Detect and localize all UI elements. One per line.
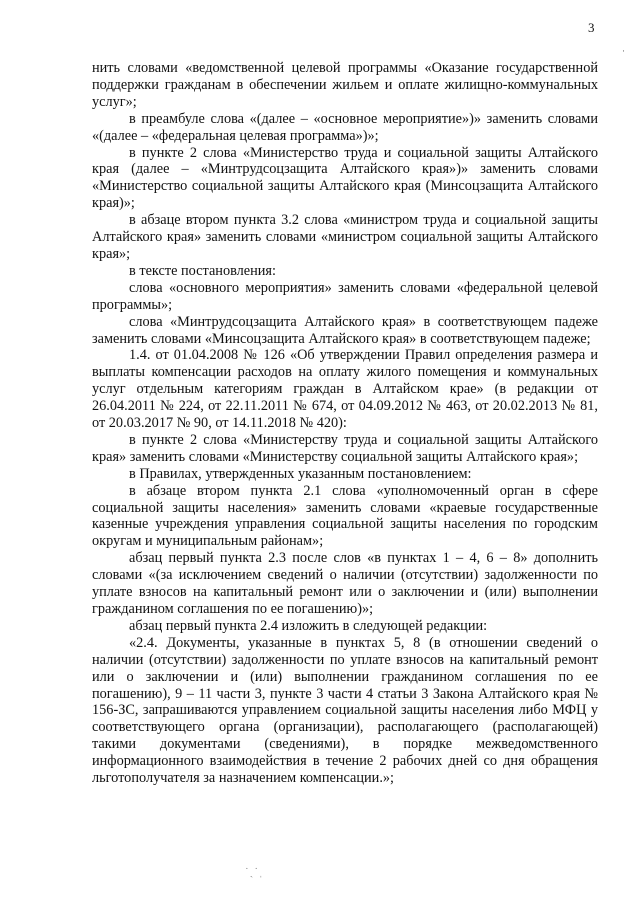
scan-artifact: ˙ˎ˙ˌ: [245, 866, 264, 878]
edge-mark: ·: [622, 46, 625, 56]
paragraph-point-3-2-change: в абзаце втором пункта 3.2 слова «министром труда и социальной защиты Алтайского края» заменить словами «министром социальной защиты Алтайского края»;: [92, 212, 598, 262]
paragraph-point-2-ministry: в пункте 2 слова «Министерству труда и социальной защиты Алтайского края» заменить словами «Министерству социальной защиты Алтайского края»;: [92, 431, 598, 465]
page-number: 3: [588, 20, 595, 35]
paragraph-text-heading: в тексте постановления:: [129, 262, 276, 279]
paragraph-rules-heading: в Правилах, утвержденных указанным постановлением:: [129, 465, 472, 482]
paragraph-point-2-4-text: «2.4. Документы, указанные в пунктах 5, 8 (в отношении сведений о наличии (отсутствии) задолженности по уплате взносов на капитальный ремонт или о заключении и (или) выполнении гражданином соглашения по ее погашению), 9 – 11 части 3, пункте 3 части 4 статьи 3 Закона Алтайского края № 156-ЗС, запрашиваются управлением социальной защиты населения либо МФЦ у соответствующего органа (организации), располагающего (располагающей) такими документами (сведениями), в порядке межведомственного информационного взаимодействия в течение 2 рабочих дней со дня обращения льготополучателя за назначением компенсации.»;: [92, 634, 598, 787]
document-body: [92, 60, 598, 787]
paragraph-point-2-4-intro: абзац первый пункта 2.4 изложить в следующей редакции:: [129, 617, 488, 634]
paragraph-main-event-change: слова «основного мероприятия» заменить словами «федеральной целевой программы»;: [92, 279, 598, 313]
paragraph-point-2-3-change: абзац первый пункта 2.3 после слов «в пунктах 1 – 4, 6 – 8» дополнить словами «(за исключением сведений о наличии (отсутствии) задолженности по уплате взносов на капитальный ремонт или о заключении и (или) выполнении гражданином соглашения по ее погашению)»;: [92, 550, 598, 617]
paragraph-point-2-change: в пункте 2 слова «Министерство труда и социальной защиты Алтайского края (далее – «Минтрудсоцзащита Алтайского края»)» заменить словами «Министерство социальной защиты Алтайского края (Минсоцзащита Алтайского края)»;: [92, 144, 598, 212]
paragraph-continuation: нить словами «ведомственной целевой программы «Оказание государственной поддержки гражданам в обеспечении жильем и оплате жилищно-коммунальных услуг»;: [92, 60, 598, 110]
paragraph-point-2-1-change: в абзаце втором пункта 2.1 слова «уполномоченный орган в сфере социальной защиты населения» заменить словами «краевые государственные казенные учреждения управления социальной защиты населения по городским округам и муниципальным районам»;: [92, 482, 598, 550]
paragraph-ministry-case-change: слова «Минтрудсоцзащита Алтайского края» в соответствующем падеже заменить словами «Минсоцзащита Алтайского края» в соответствующем падеже;: [92, 313, 598, 347]
paragraph-item-1-4: 1.4. от 01.04.2008 № 126 «Об утверждении Правил определения размера и выплаты компенсации расходов на оплату жилого помещения и коммунальных услуг отдельным категориям граждан в Алтайском крае» (в редакции от 26.04.2011 № 224, от 22.11.2011 № 674, от 04.09.2012 № 463, от 20.02.2013 № 81, от 20.03.2017 № 90, от 14.11.2018 № 420):: [92, 347, 598, 432]
paragraph-preamble-change: в преамбуле слова «(далее – «основное мероприятие»)» заменить словами «(далее – «федеральная целевая программа»)»;: [92, 110, 598, 144]
